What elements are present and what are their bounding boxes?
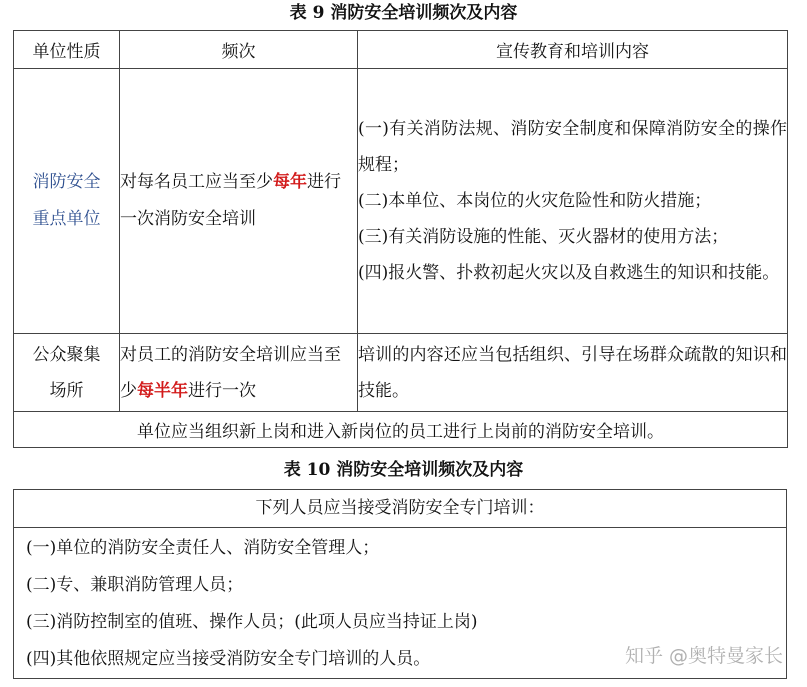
frequency-cell bbox=[120, 334, 358, 412]
content-item: (二)本单位、本岗位的火灾危险性和防火措施； bbox=[358, 191, 712, 211]
table9-caption: 表 9 消防安全培训频次及内容 bbox=[289, 3, 518, 23]
content-item: (三)有关消防设施的性能、灭火器材的使用方法； bbox=[358, 227, 729, 247]
table10-header: 下列人员应当接受消防安全专门培训： bbox=[14, 490, 786, 528]
unit-line: 消防安全 bbox=[32, 172, 101, 192]
content-item: (一)有关消防法规、消防安全制度和保障消防安全的操作规程； bbox=[358, 119, 787, 175]
frequency-text: 对每名员工应当至少 bbox=[120, 172, 273, 192]
header-content: 宣传教育和培训内容 bbox=[358, 31, 788, 69]
table9-note: 单位应当组织新上岗和进入新岗位的员工进行上岗前的消防安全培训。 bbox=[14, 412, 788, 448]
unit-line: 公众聚集 bbox=[32, 344, 101, 365]
unit-public-gathering bbox=[14, 334, 120, 412]
content-cell bbox=[358, 69, 788, 334]
table10-caption: 表 10 消防安全培训频次及内容 bbox=[283, 460, 524, 480]
list-item: (三)消防控制室的值班、操作人员；(此项人员应当持证上岗) bbox=[26, 612, 478, 632]
table-row bbox=[14, 69, 788, 334]
frequency-highlight: 每半年 bbox=[137, 380, 188, 401]
unit-line: 重点单位 bbox=[32, 209, 101, 229]
content-item: 培训的内容还应当包括组织、引导在场群众疏散的知识和技能。 bbox=[358, 344, 787, 401]
header-frequency: 频次 bbox=[120, 31, 358, 69]
frequency-highlight: 每年 bbox=[273, 172, 307, 192]
table-header-row bbox=[14, 31, 788, 69]
frequency-text: 进行一次 bbox=[188, 380, 256, 401]
unit-key-fire-safety bbox=[14, 69, 120, 334]
list-item: (一)单位的消防安全责任人、消防安全管理人； bbox=[26, 538, 380, 558]
content-item: (四)报火警、扑救初起火灾以及自救逃生的知识和技能。 bbox=[358, 263, 780, 283]
header-unit-type: 单位性质 bbox=[14, 31, 120, 69]
unit-line: 场所 bbox=[49, 380, 84, 401]
frequency-text: 对员工的消防安全培训应当至少 bbox=[120, 344, 341, 401]
watermark: 知乎 @奥特曼家长 bbox=[624, 645, 783, 667]
list-item: (四)其他依照规定应当接受消防安全专门培训的人员。 bbox=[26, 649, 431, 669]
table-row bbox=[14, 334, 788, 412]
content-cell bbox=[358, 334, 788, 412]
frequency-cell bbox=[120, 69, 358, 334]
frequency-text: 进行一次消防安全培训 bbox=[120, 172, 341, 229]
training-frequency-table bbox=[13, 30, 788, 448]
list-item: (二)专、兼职消防管理人员； bbox=[26, 575, 244, 595]
note-row bbox=[14, 412, 788, 448]
